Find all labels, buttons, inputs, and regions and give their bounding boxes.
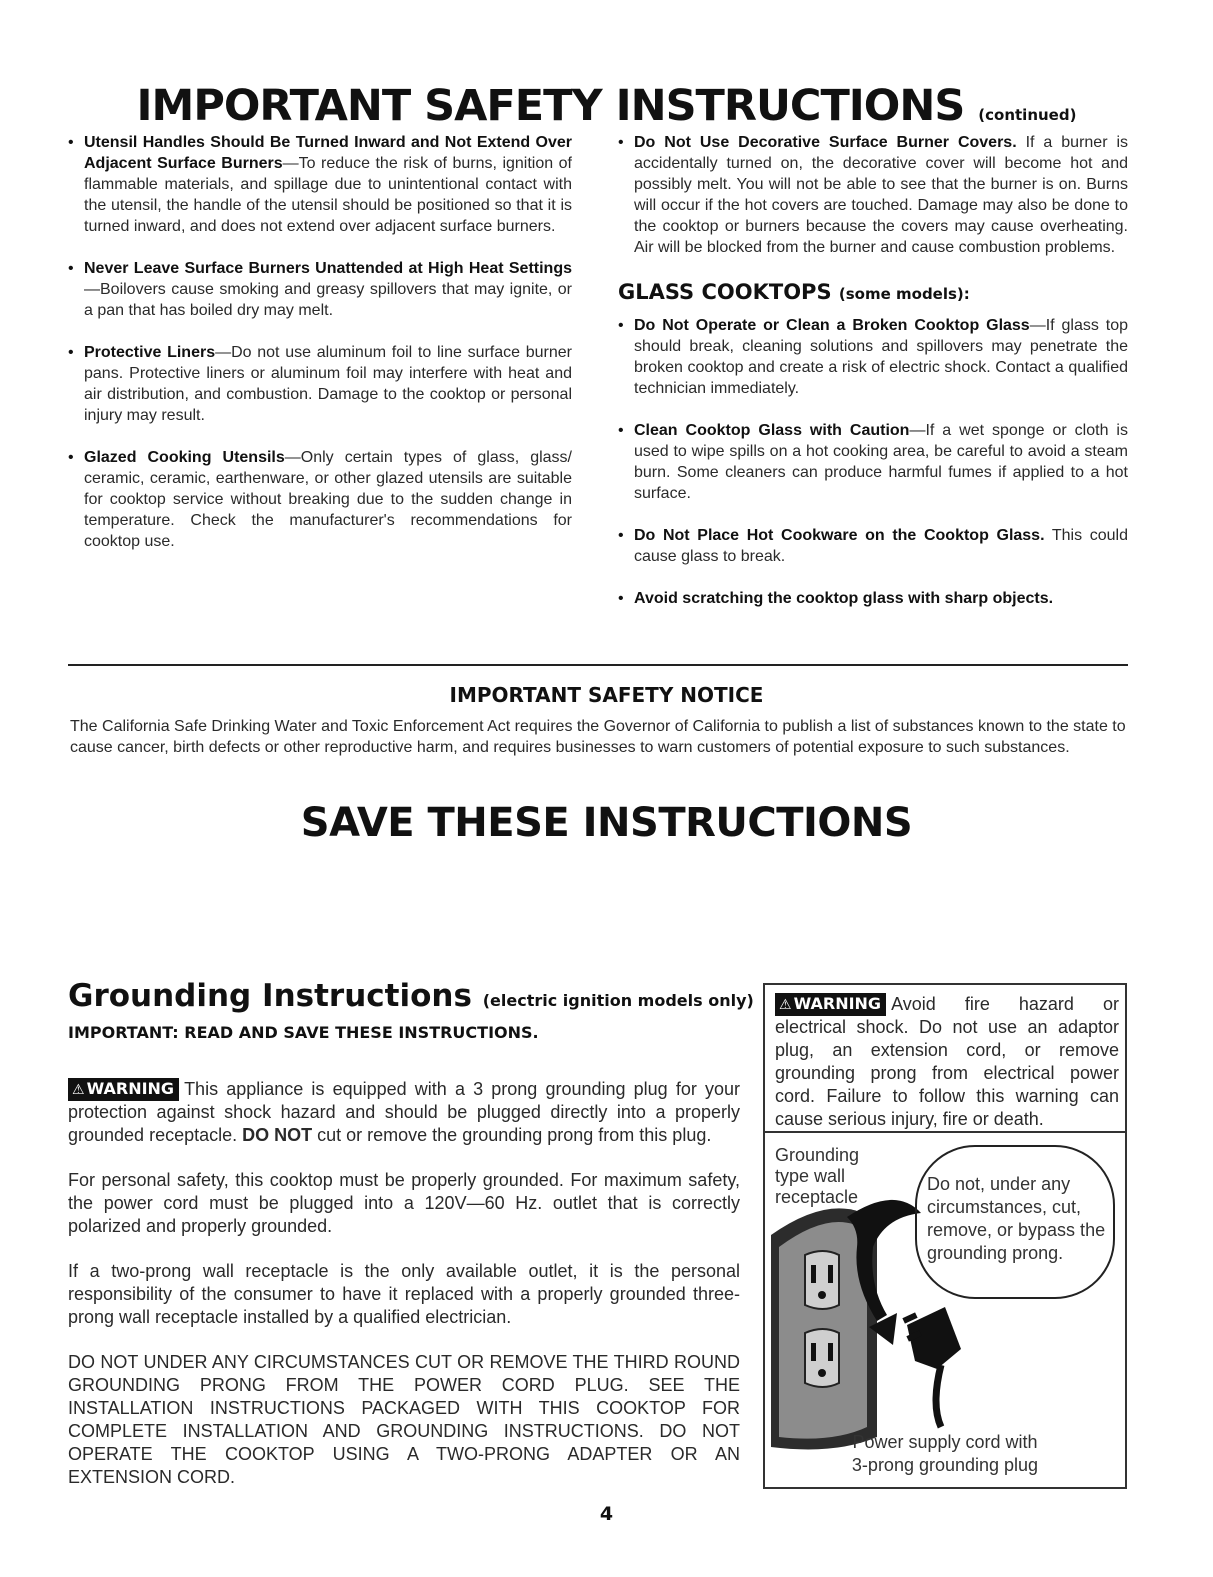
glass-heading-text: GLASS COOKTOPS: [618, 280, 832, 304]
grounding-heading-note: (electric ignition models only): [482, 991, 754, 1010]
grounding-para1-text: This appliance is equipped with a 3 prong grounding plug for your protection against shock hazard and should be plugged directly into a properly grounded receptacle.: [68, 1079, 740, 1145]
warning-badge-label: WARNING: [86, 1079, 175, 1098]
item-text: —Do not use aluminum foil to line surface burner pans. Protective liners or aluminum foil may interfere with heat and air distribution, and combustion. Damage to the cooktop or personal injury may result.: [84, 344, 572, 424]
list-item: [68, 132, 572, 237]
save-instructions-title: SAVE THESE INSTRUCTIONS: [300, 800, 913, 846]
warning-triangle-icon: ⚠: [779, 997, 792, 1013]
glass-heading-note: (some models):: [838, 285, 970, 303]
item-lead: Protective Liners: [84, 344, 216, 361]
figure-label-line: receptacle: [775, 1187, 859, 1207]
grounding-subheading: IMPORTANT: READ AND SAVE THESE INSTRUCTIONS.: [68, 1023, 539, 1042]
grounding-para1-bold: DO NOT: [242, 1125, 313, 1145]
item-lead: Avoid scratching the cooktop glass with sharp objects.: [634, 590, 1054, 607]
list-item: [68, 447, 572, 552]
three-prong-plug-icon: [902, 1307, 961, 1427]
item-text: —If glass top should break, cleaning solutions and spillovers may penetrate the broken cooktop and create a risk of electric shock. Contact a qualified technician immediately.: [634, 317, 1129, 397]
item-lead: Do Not Operate or Clean a Broken Cooktop Glass: [634, 317, 1030, 334]
grounding-para1-text-end: cut or remove the grounding prong from this plug.: [312, 1125, 712, 1145]
item-text: If a burner is accidentally turned on, the decorative cover will become hot and possibly melt. You will not be able to see that the burner is on. Burns will occur if the hot covers are touched. Damage may also be done to the cooktop or burners because the covers may cause overheating. Air will be blocked from the burner and cause combustion problems.: [634, 134, 1129, 256]
left-column: [68, 132, 572, 573]
callout-bubble-text: Do not, under any circumstances, cut, remove, or bypass the grounding prong.: [927, 1174, 1106, 1263]
item-lead: Glazed Cooking Utensils: [84, 449, 285, 466]
grounding-paragraph: For personal safety, this cooktop must be properly grounded. For maximum safety, the power cord must be plugged into a 120V—60 Hz. outlet that is correctly polarized and properly grounded.: [68, 1170, 740, 1236]
list-item: [618, 525, 1128, 567]
right-column: [618, 132, 1128, 630]
list-item: [68, 342, 572, 426]
safety-notice-body: The California Safe Drinking Water and Toxic Enforcement Act requires the Governor of California to publish a list of substances known to the state to cause cancer, birth defects or other reproductive harm, and requires businesses to warn customers of potential exposure to such substances.: [70, 718, 1126, 756]
item-lead: Do Not Use Decorative Surface Burner Covers.: [634, 134, 1017, 151]
list-item: [618, 315, 1128, 399]
warning-triangle-icon: ⚠: [72, 1082, 85, 1098]
warning-badge-label: WARNING: [793, 994, 882, 1013]
item-lead: Utensil Handles Should Be Turned Inward and Not Extend Over Adjacent Surface Burners: [84, 134, 572, 172]
figure-label: [775, 1145, 859, 1208]
item-lead: Clean Cooktop Glass with Caution: [634, 422, 910, 439]
page-title-text: IMPORTANT SAFETY INSTRUCTIONS: [136, 81, 965, 131]
warning-badge: [68, 1078, 179, 1101]
grounding-heading: [68, 978, 754, 1014]
grounding-heading-text: Grounding Instructions: [68, 978, 472, 1014]
figure-label-line: type wall: [775, 1166, 846, 1186]
item-lead: Do Not Place Hot Cookware on the Cooktop Glass.: [634, 527, 1045, 544]
box-warning-body: Avoid fire hazard or electrical shock. Do not use an adaptor plug, an extension cord, or remove grounding prong from electrical power cord. Failure to follow this warning can cause serious injury, fire or death.: [775, 994, 1119, 1129]
grounding-warning-box: [763, 983, 1127, 1489]
item-text: —To reduce the risk of burns, ignition of flammable materials, and spillage due to unintentional contact with the utensil, the handle of the utensil should be positioned so that it is turned inward, and does not extend over adjacent surface burners.: [84, 155, 572, 235]
safety-notice-heading: IMPORTANT SAFETY NOTICE: [449, 683, 764, 707]
section-divider: [68, 664, 1128, 666]
grounding-body: [68, 1078, 740, 1511]
page-title-suffix: (continued): [978, 106, 1077, 124]
grounding-paragraph: DO NOT UNDER ANY CIRCUMSTANCES CUT OR REMOVE THE THIRD ROUND GROUNDING PRONG FROM THE POWER CORD PLUG. SEE THE INSTALLATION INSTRUCTIONS PACKAGED WITH THIS COOKTOP FOR COMPLETE INSTALLATION AND GROUNDING INSTRUCTIONS. DO NOT OPERATE THE COOKTOP USING A TWO-PRONG ADAPTER OR AN EXTENSION CORD.: [68, 1352, 740, 1487]
item-text: —If a wet sponge or cloth is used to wipe spills on a hot cooking area, be careful to avoid a steam burn. Some cleaners can produce harmful fumes if applied to a hot surface.: [634, 422, 1128, 502]
list-item: [618, 420, 1128, 504]
list-item: [618, 588, 1128, 609]
list-item: [618, 132, 1128, 258]
item-text: —Only certain types of glass, glass/ ceramic, ceramic, earthenware, or other glazed utensils are suitable for cooktop service without breaking due to the sudden change in temperature. Check the manufacturer's recommendations for cooktop use.: [84, 449, 573, 550]
figure-label-line: Grounding: [775, 1145, 860, 1165]
item-lead: Never Leave Surface Burners Unattended at High Heat Settings: [84, 260, 572, 277]
figure-caption: [765, 1431, 1125, 1477]
grounding-paragraph: If a two-prong wall receptacle is the only available outlet, it is the personal responsibility of the consumer to have it replaced with a properly grounded three-prong wall receptacle installed by a qualified electrician.: [68, 1261, 740, 1327]
glass-cooktops-heading: [618, 279, 1128, 307]
item-text: —Boilovers cause smoking and greasy spillovers that may ignite, or a pan that has boiled dry may melt.: [84, 281, 572, 319]
grounding-paragraph: [68, 1078, 740, 1147]
page-number: 4: [599, 1503, 614, 1525]
figure-caption-line: Power supply cord with: [852, 1432, 1038, 1452]
item-text: This could cause glass to break.: [634, 527, 1129, 565]
list-item: [68, 258, 572, 321]
figure-caption-line: 3-prong grounding plug: [851, 1455, 1039, 1475]
